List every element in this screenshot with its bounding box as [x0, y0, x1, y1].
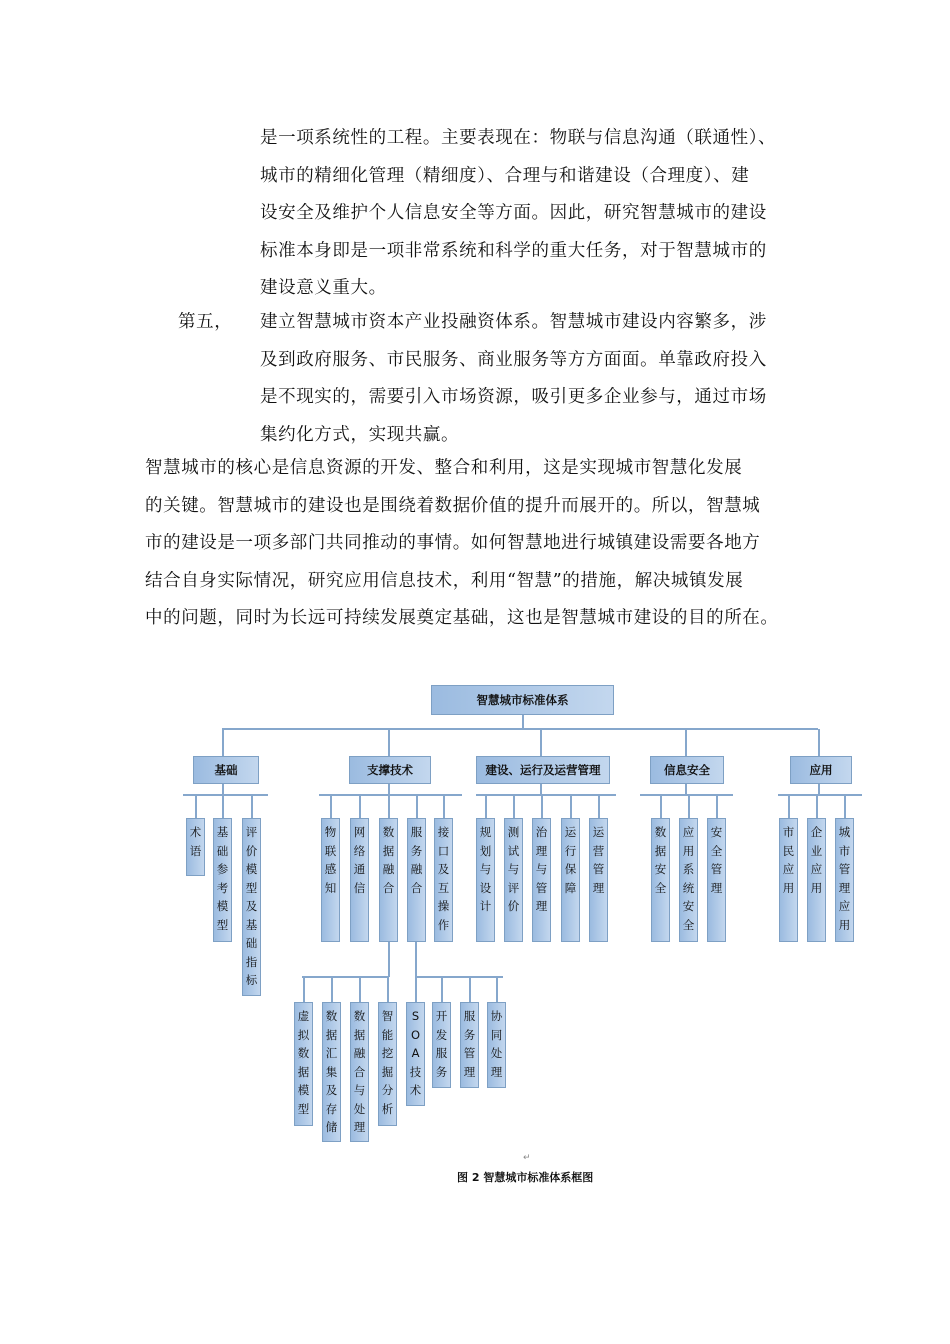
connector-line — [388, 795, 390, 818]
category-node: 支撑技术 — [349, 756, 431, 784]
connector-line — [598, 795, 600, 818]
connector-line — [818, 784, 820, 794]
connector-line — [640, 794, 733, 796]
paragraph-line: 智慧城市的核心是信息资源的开发、整合和利用，这是实现城市智慧化发展 — [145, 458, 743, 478]
connector-line — [359, 977, 361, 1002]
connector-line — [222, 784, 224, 794]
paragraph-line: 市的建设是一项多部门共同推动的事情。如何智慧地进行城镇建设需要各地方 — [145, 533, 761, 553]
connector-line — [415, 942, 417, 977]
leaf-support: 网 络 通 信 — [350, 818, 369, 942]
paragraph-line: 及到政府服务、市民服务、商业服务等方方面面。单靠政府投入 — [260, 349, 767, 370]
leaf-data-fusion: 智 能 挖 掘 分 析 — [378, 1002, 397, 1126]
connector-line — [540, 784, 542, 794]
leaf-construction: 运 行 保 障 — [561, 818, 580, 942]
connector-line — [513, 795, 515, 818]
paragraph-mark: ↵ — [523, 1153, 531, 1163]
root-node: 智慧城市标准体系 — [431, 685, 614, 715]
paragraph-line: 是不现实的，需要引入市场资源，吸引更多企业参与，通过市场 — [260, 387, 767, 407]
leaf-application: 市 民 应 用 — [779, 818, 798, 942]
leaf-service-fusion: 服 务 管 理 — [460, 1002, 479, 1088]
leaf-security: 应 用 系 统 安 全 — [679, 818, 698, 942]
connector-line — [222, 795, 224, 818]
connector-line — [778, 794, 862, 796]
leaf-construction: 规 划 与 设 计 — [476, 818, 495, 942]
paragraph-line: 设安全及维护个人信息安全等方面。因此，研究智慧城市的建设 — [260, 203, 767, 223]
paragraph-line: 建立智慧城市资本产业投融资体系。智慧城市建设内容繁多，涉 — [260, 312, 767, 332]
connector-line — [195, 795, 197, 818]
leaf-service-fusion: 协 同 处 理 — [487, 1002, 506, 1088]
connector-line — [818, 729, 820, 756]
connector-line — [496, 977, 498, 1002]
connector-line — [359, 795, 361, 818]
leaf-security: 安 全 管 理 — [707, 818, 726, 942]
connector-line — [222, 728, 818, 730]
paragraph-line: 集约化方式，实现共赢。 — [260, 424, 460, 445]
category-node: 信息安全 — [650, 756, 724, 784]
connector-line — [441, 977, 443, 1002]
connector-line — [688, 795, 690, 818]
connector-line — [541, 795, 543, 818]
leaf-service-fusion: 开 发 服 务 — [432, 1002, 451, 1088]
connector-line — [319, 794, 462, 796]
leaf-data-fusion: 虚 拟 数 据 模 型 — [294, 1002, 313, 1126]
connector-line — [788, 795, 790, 818]
connector-line — [388, 784, 390, 794]
connector-line — [716, 795, 718, 818]
leaf-support: 服 务 融 合 — [407, 818, 426, 942]
connector-line — [415, 976, 503, 978]
connector-line — [844, 795, 846, 818]
connector-line — [303, 977, 305, 1002]
connector-line — [485, 795, 487, 818]
paragraph-line: 是一项系统性的工程。主要表现在：物联与信息沟通（联通性）、 — [260, 128, 777, 148]
connector-line — [222, 729, 224, 756]
connector-line — [476, 794, 616, 796]
connector-line — [330, 795, 332, 818]
list-label-fifth: 第五， — [178, 312, 233, 332]
connector-line — [416, 795, 418, 818]
connector-line — [816, 795, 818, 818]
leaf-security: 数 据 安 全 — [651, 818, 670, 942]
connector-line — [469, 977, 471, 1002]
connector-line — [522, 715, 524, 729]
leaf-support: 物 联 感 知 — [321, 818, 340, 942]
category-node: 应用 — [790, 756, 852, 784]
connector-line — [570, 795, 572, 818]
connector-line — [540, 729, 542, 756]
paragraph-line: 建设意义重大。 — [260, 278, 387, 298]
leaf-application: 城 市 管 理 应 用 — [835, 818, 854, 942]
connector-line — [388, 729, 390, 756]
category-node: 建设、运行及运营管理 — [476, 756, 610, 784]
paragraph-line: 结合自身实际情况，研究应用信息技术，利用“智慧”的措施，解决城镇发展 — [145, 570, 744, 591]
leaf-data-fusion: 数 据 融 合 与 处 理 — [350, 1002, 369, 1142]
leaf-construction: 治 理 与 管 理 — [532, 818, 551, 942]
connector-line — [443, 795, 445, 818]
connector-line — [388, 942, 390, 977]
leaf-basics: 基 础 参 考 模 型 — [213, 818, 232, 942]
leaf-basics: 评 价 模 型 及 基 础 指 标 — [242, 818, 261, 996]
leaf-data-fusion: 数 据 汇 集 及 存 储 — [322, 1002, 341, 1142]
connector-line — [660, 795, 662, 818]
leaf-basics: 术 语 — [186, 818, 205, 876]
leaf-service-fusion: S O A 技 术 — [406, 1002, 425, 1106]
paragraph-line: 城市的精细化管理（精细度）、合理与和谐建设（合理度）、建 — [260, 165, 750, 186]
connector-line — [302, 976, 388, 978]
leaf-application: 企 业 应 用 — [807, 818, 826, 942]
connector-line — [331, 977, 333, 1002]
category-node: 基础 — [193, 756, 259, 784]
leaf-support: 数 据 融 合 — [379, 818, 398, 942]
leaf-construction: 运 营 管 理 — [589, 818, 608, 942]
figure-caption: 图 2 智慧城市标准体系框图 — [457, 1171, 594, 1184]
leaf-construction: 测 试 与 评 价 — [504, 818, 523, 942]
paragraph-line: 中的问题，同时为长远可持续发展奠定基础，这也是智慧城市建设的目的所在。 — [145, 608, 779, 628]
connector-line — [685, 784, 687, 794]
connector-line — [415, 977, 417, 1002]
connector-line — [251, 795, 253, 818]
connector-line — [685, 729, 687, 756]
leaf-support: 接 口 及 互 操 作 — [434, 818, 453, 942]
connector-line — [387, 977, 389, 1002]
paragraph-line: 的关键。智慧城市的建设也是围绕着数据价值的提升而展开的。所以，智慧城 — [145, 495, 761, 516]
paragraph-line: 标准本身即是一项非常系统和科学的重大任务，对于智慧城市的 — [260, 240, 767, 261]
